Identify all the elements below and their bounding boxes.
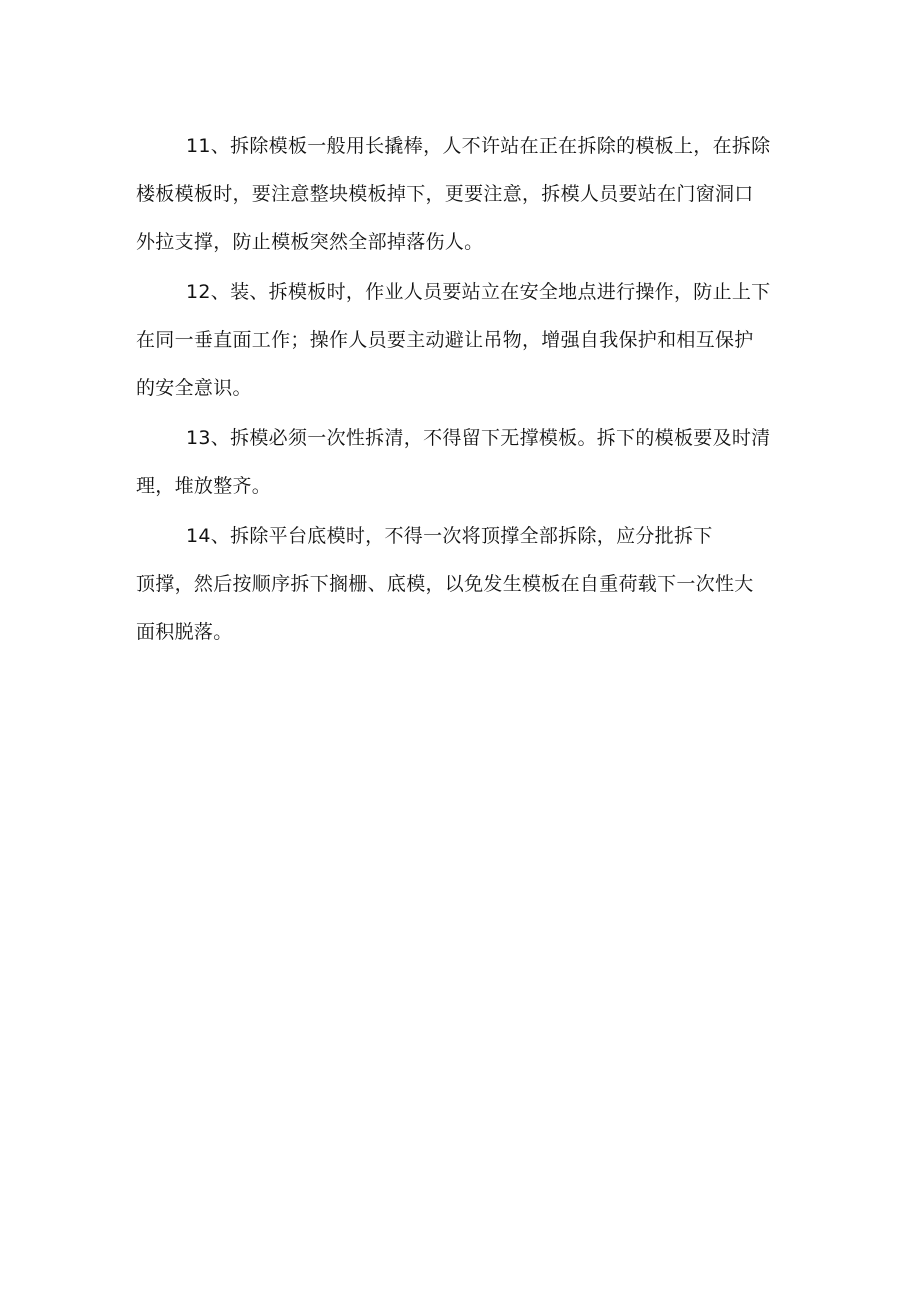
paragraph-line: 在同一垂直面工作；操作人员要主动避让吊物，增强自我保护和相互保护 <box>136 329 754 351</box>
paragraph-line: 14、拆除平台底模时，不得一次将顶撑全部拆除，应分批拆下 <box>186 525 713 547</box>
paragraph-line: 楼板模板时，要注意整块模板掉下，更要注意，拆模人员要站在门窗洞口 <box>136 183 754 205</box>
paragraph-line: 的安全意识。 <box>136 377 252 399</box>
paragraph-line: 13、拆模必须一次性拆清，不得留下无撑模板。拆下的模板要及时清 <box>186 427 771 449</box>
paragraph-11 <box>136 122 796 266</box>
paragraph-line: 12、装、拆模板时，作业人员要站立在安全地点进行操作，防止上下 <box>186 281 771 303</box>
paragraph-line: 理，堆放整齐。 <box>136 475 272 497</box>
paragraph-line: 面积脱落。 <box>136 621 233 643</box>
paragraph-line: 11、拆除模板一般用长撬棒，人不许站在正在拆除的模板上，在拆除 <box>186 135 771 157</box>
paragraph-14 <box>136 512 796 656</box>
paragraph-line: 顶撑，然后按顺序拆下搁栅、底模，以免发生模板在自重荷载下一次性大 <box>136 573 754 595</box>
document-body <box>136 122 796 658</box>
paragraph-12 <box>136 268 796 412</box>
paragraph-13 <box>136 414 796 510</box>
paragraph-line: 外拉支撑，防止模板突然全部掉落伤人。 <box>136 231 484 253</box>
